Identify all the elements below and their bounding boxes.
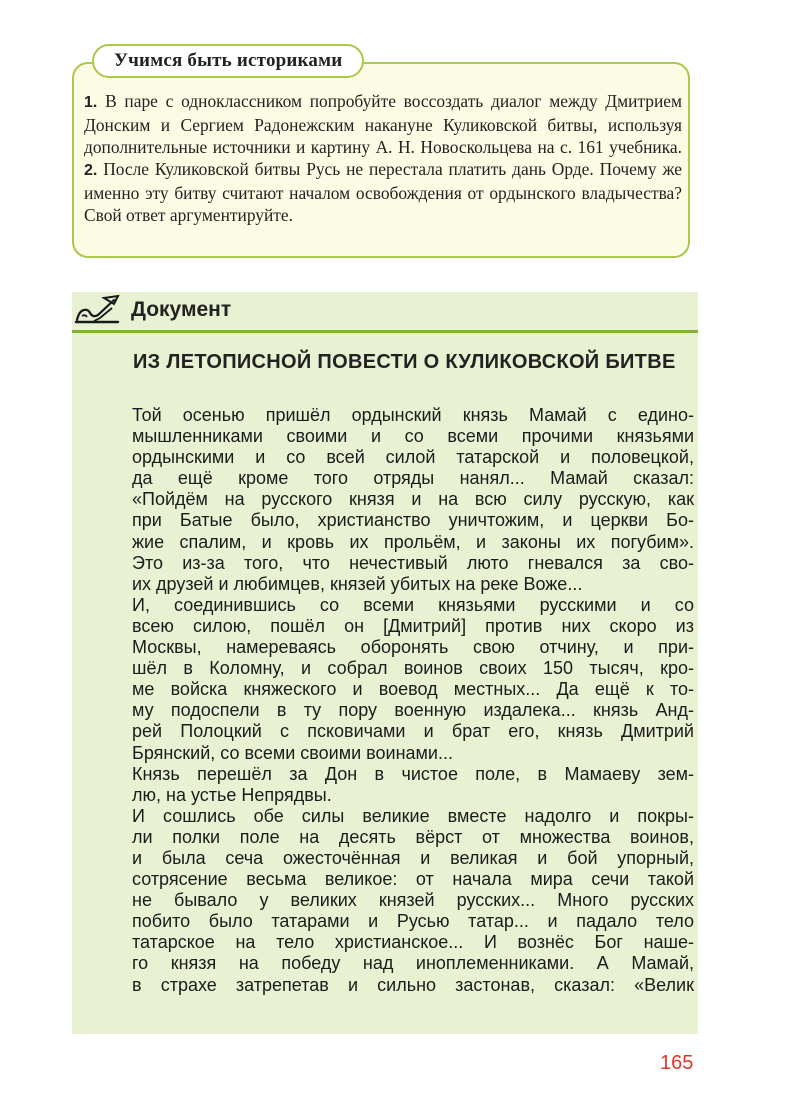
document-line: рей Полоцкий с псковичами и брат его, князь Дмитрий <box>132 721 694 742</box>
task-number-2: 2. <box>84 162 98 179</box>
document-line: шёл в Коломну, и собрал воинов своих 150 тысяч, кро- <box>132 658 694 679</box>
document-line: побито было татарами и Русью татар... и падало тело <box>132 911 694 932</box>
document-line: Князь перешёл за Дон в чистое поле, в Мамаеву зем- <box>132 763 694 784</box>
document-line: при Батые было, христианство уничтожим, и церкви Бо- <box>132 510 694 531</box>
document-line: Москвы, намереваясь оборонять свою отчину, и при- <box>132 637 694 658</box>
task-question-2: После Куликовской битвы Русь не перестала платить дань Орде. Почему же именно эту битву считают началом освобождения от ордынского владычества? Свой ответ аргументируйте. <box>84 159 682 225</box>
document-heading: ИЗ ЛЕТОПИСНОЙ ПОВЕСТИ О КУЛИКОВСКОЙ БИТВЕ <box>133 351 676 373</box>
document-line: ордынскими и со всей силой татарской и половецкой, <box>132 447 694 468</box>
task-text <box>84 90 682 226</box>
document-line: мышленниками своими и со всеми прочими князьями <box>132 426 694 447</box>
document-line: и была сеча ожесточённая и великая и бой упорный, <box>132 847 694 868</box>
document-line: го князя на победу над иноплеменниками. А Мамай, <box>132 953 694 974</box>
document-line: в страхе затрепетав и сильно застонав, сказал: «Велик <box>132 974 694 995</box>
document-line: му подоспели в ту пору военную издалека... князь Анд- <box>132 700 694 721</box>
document-line: всею силою, пошёл он [Дмитрий] против них скоро из <box>132 615 694 636</box>
task-question-1: В паре с одноклассником попробуйте воссоздать диалог между Дмитрием Донским и Сергием Радонежским накануне Куликовской битвы, используя дополнительные источники и картину А. Н. Новоскольцева на с. 161 учебника. <box>84 91 682 157</box>
document-line: да ещё кроме того отряды нанял... Мамай сказал: <box>132 468 694 489</box>
document-line: «Пойдём на русского князя и на всю силу русскую, как <box>132 489 694 510</box>
document-line: ме войска княжеского и воевод местных... Да ещё к то- <box>132 679 694 700</box>
document-line: жие спалим, и кровь их прольём, и законы их погубим». <box>132 531 694 552</box>
document-line: не бывало у великих князей русских... Много русских <box>132 890 694 911</box>
document-line: ли полки поле на десять вёрст от множества воинов, <box>132 826 694 847</box>
document-line: Это из-за того, что нечестивый люто гневался за сво- <box>132 552 694 573</box>
document-line: Брянский, со всеми своими воинами... <box>132 742 453 763</box>
document-line: И, соединившись со всеми князьями русскими и со <box>132 594 694 615</box>
document-body <box>132 405 694 996</box>
document-label: Документ <box>131 298 232 321</box>
document-line: их друзей и любимцев, князей убитых на реке Воже... <box>132 573 583 594</box>
document-quill-icon <box>74 294 120 326</box>
task-box-title: Учимся быть историками <box>92 44 364 78</box>
document-line: лю, на устье Непрядвы. <box>132 784 332 805</box>
document-line: сотрясение весьма великое: от начала мира сечи такой <box>132 869 694 890</box>
page-number: 165 <box>660 1052 694 1074</box>
document-line: татарское на тело христианское... И вознёс Бог наше- <box>132 932 694 953</box>
task-number-1: 1. <box>84 94 98 111</box>
document-divider <box>72 330 698 333</box>
document-line: И сошлись обе силы великие вместе надолго и покры- <box>132 805 694 826</box>
document-line: Той осенью пришёл ордынский князь Мамай с едино- <box>132 405 694 425</box>
